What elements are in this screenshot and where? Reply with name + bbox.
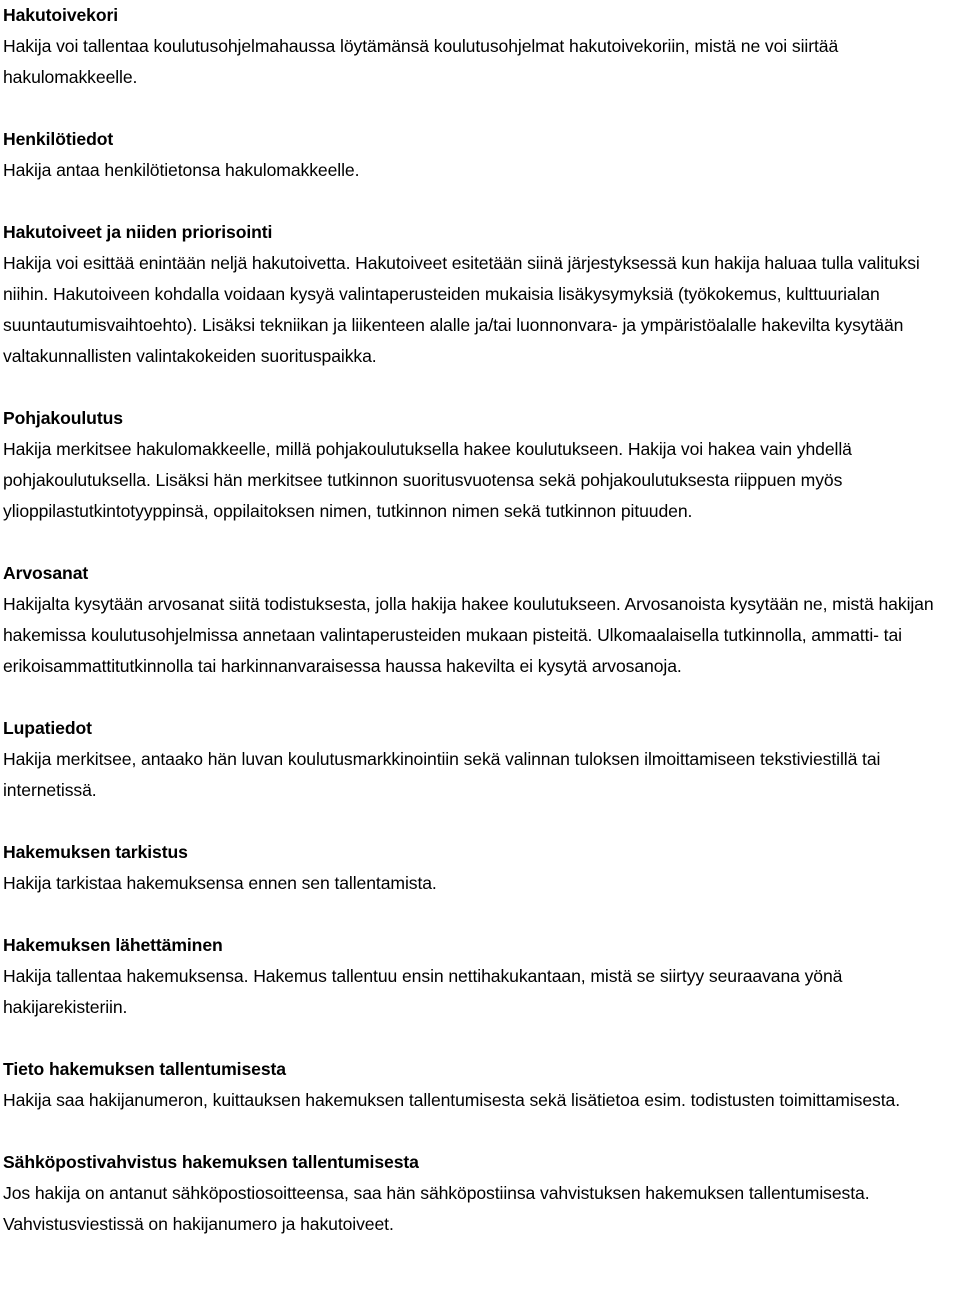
section-body: Hakija antaa henkilötietonsa hakulomakkeelle. (3, 160, 360, 180)
section-body: Hakija voi esittää enintään neljä hakutoivetta. Hakutoiveet esitetään siinä järjestyksessä kun hakija haluaa tulla valituksi niihin. Hakutoiveen kohdalla voidaan kysyä valintaperusteiden mukaisia lisäkysymyksiä (työkokemus, kulttuurialan suuntautumisvaihtoehto). Lisäksi tekniikan ja liikenteen alalle ja/tai luonnonvara- ja ympäristöalalle hakevilta kysytään valtakunnallisten valintakokeiden suorituspaikka. (3, 253, 920, 366)
section-heading: Lupatiedot (3, 718, 92, 738)
section-tieto-tallentumisesta (3, 1054, 955, 1116)
section-heading: Tieto hakemuksen tallentumisesta (3, 1059, 286, 1079)
section-arvosanat (3, 558, 955, 682)
section-body: Hakijalta kysytään arvosanat siitä todistuksesta, jolla hakija hakee koulutukseen. Arvosanoista kysytään ne, mistä hakijan hakemissa koulutusohjelmissa annetaan valintaperusteiden mukaan pisteitä. Ulkomaalaisella tutkinnolla, ammatti- tai erikoisammattitutkinnolla tai harkinnanvaraisessa haussa hakevilta ei kysytä arvosanoja. (3, 594, 934, 676)
section-heading: Pohjakoulutus (3, 408, 123, 428)
section-lupatiedot (3, 713, 955, 806)
section-body: Hakija tarkistaa hakemuksensa ennen sen tallentamista. (3, 873, 437, 893)
section-hakemuksen-lahettaminen (3, 930, 955, 1023)
section-body: Hakija voi tallentaa koulutusohjelmahaussa löytämänsä koulutusohjelmat hakutoivekoriin, mistä ne voi siirtää hakulomakkeelle. (3, 36, 839, 87)
section-sahkopostivahvistus (3, 1147, 955, 1240)
section-heading: Henkilötiedot (3, 129, 114, 149)
section-body: Jos hakija on antanut sähköpostiosoitteensa, saa hän sähköpostiinsa vahvistuksen hakemuksen tallentumisesta. Vahvistusviestissä on hakijanumero ja hakutoiveet. (3, 1183, 870, 1234)
section-body: Hakija merkitsee hakulomakkeelle, millä pohjakoulutuksella hakee koulutukseen. Hakija voi hakea vain yhdellä pohjakoulutuksella. Lisäksi hän merkitsee tutkinnon suoritusvuotensa sekä pohjakoulutuksesta riippuen myös ylioppilastutkintotyyppinsä, oppilaitoksen nimen, tutkinnon nimen sekä tutkinnon pituuden. (3, 439, 852, 521)
section-henkilotiedot (3, 124, 955, 186)
section-heading: Hakemuksen lähettäminen (3, 935, 223, 955)
section-heading: Arvosanat (3, 563, 89, 583)
section-hakutoivekori (3, 0, 955, 93)
section-body: Hakija saa hakijanumeron, kuittauksen hakemuksen tallentumisesta sekä lisätietoa esim. todistusten toimittamisesta. (3, 1090, 900, 1110)
section-body: Hakija merkitsee, antaako hän luvan koulutusmarkkinointiin sekä valinnan tuloksen ilmoittamiseen tekstiviestillä tai internetissä. (3, 749, 881, 800)
section-body: Hakija tallentaa hakemuksensa. Hakemus tallentuu ensin nettihakukantaan, mistä se siirtyy seuraavana yönä hakijarekisteriin. (3, 966, 843, 1017)
section-hakutoiveet (3, 217, 955, 372)
section-pohjakoulutus (3, 403, 955, 527)
section-hakemuksen-tarkistus (3, 837, 955, 899)
section-heading: Hakutoivekori (3, 5, 119, 25)
document-page (3, 0, 955, 1240)
section-heading: Sähköpostivahvistus hakemuksen tallentumisesta (3, 1152, 419, 1172)
section-heading: Hakutoiveet ja niiden priorisointi (3, 222, 273, 242)
section-heading: Hakemuksen tarkistus (3, 842, 188, 862)
